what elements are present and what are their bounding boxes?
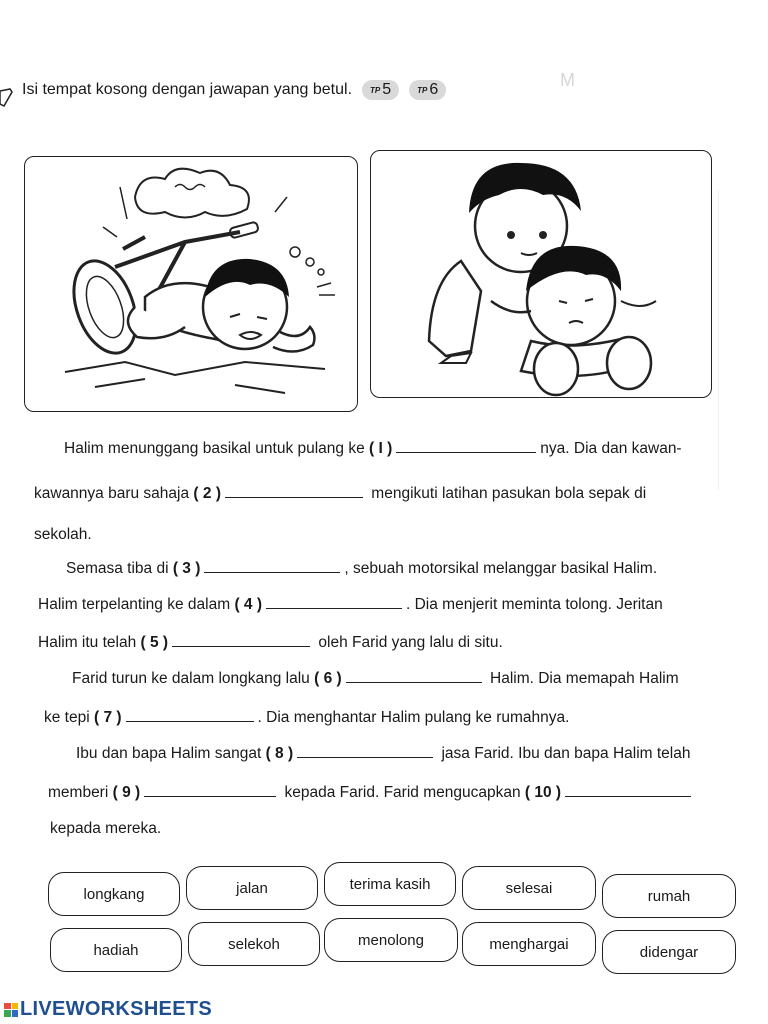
answer-blank-1[interactable] [396, 451, 536, 453]
worksheet-page: Isi tempat kosong dengan jawapan yang betul. TP 5 TP 6 M Halim menunggang basikal untuk pulang ke ( I ) nya. Dia dan kawan- kawannya baru sahaja ( 2 ) mengikuti latihan pasukan bola sepak di sekolah. Semasa tiba di ( 3 ) , sebuah motorsikal melanggar basikal Halim. Halim terpelanting ke dalam ( 4 ) . Dia menjerit meminta tolong. Jeritan Halim itu telah ( 5 ) oleh Farid yang lalu di situ. Farid turun ke dalam longkang lalu ( 6 ) Halim. Dia memapah Halim ke tepi ( 7 ) . Dia menghantar Halim pulang ke rumahnya. Ibu dan bapa Halim sangat ( 8 ) jasa Farid. Ibu dan bapa Halim telah memberi ( 9 ) kepada Farid. Farid mengucapkan ( 10 ) kepada mereka. longkang jalan terima kasih selesai rumah hadiah selekoh menolong menghargai didengar LIVEWORKSHEETS [0, 0, 768, 1024]
passage-line-2: kawannya baru sahaja ( 2 ) mengikuti latihan pasukan bola sepak di [34, 485, 647, 502]
word-choice[interactable]: selekoh [188, 922, 320, 966]
passage-line-1: Halim menunggang basikal untuk pulang ke ( I ) nya. Dia dan kawan- [64, 440, 682, 457]
blank-number-2: ( 2 ) [193, 485, 221, 502]
answer-blank-10[interactable] [565, 795, 691, 797]
instruction-line [22, 80, 446, 100]
blank-number-3: ( 3 ) [172, 560, 201, 577]
answer-blank-9[interactable] [144, 795, 276, 797]
passage-line-3: sekolah. [34, 526, 92, 543]
answer-blank-5[interactable] [172, 645, 310, 647]
word-choice[interactable]: menghargai [462, 922, 596, 966]
passage-line-11: kepada mereka. [50, 820, 162, 837]
blank-number-7: ( 7 ) [93, 709, 122, 726]
passage-line-6: Halim itu telah ( 5 ) oleh Farid yang lalu di situ. [38, 634, 503, 651]
answer-blank-4[interactable] [266, 607, 402, 609]
answer-blank-7[interactable] [126, 720, 254, 722]
word-choice[interactable]: rumah [602, 874, 736, 918]
blank-number-10: ( 10 ) [524, 784, 562, 801]
answer-blank-3[interactable] [204, 571, 340, 573]
instruction-text: Isi tempat kosong dengan jawapan yang betul. [22, 81, 353, 98]
word-choice[interactable]: hadiah [50, 928, 182, 972]
word-choice[interactable]: selesai [462, 866, 596, 910]
passage-line-9: Ibu dan bapa Halim sangat ( 8 ) jasa Farid. Ibu dan bapa Halim telah [76, 745, 691, 762]
answer-blank-8[interactable] [297, 756, 433, 758]
word-choice[interactable]: menolong [324, 918, 458, 962]
passage-line-5: Halim terpelanting ke dalam ( 4 ) . Dia menjerit meminta tolong. Jeritan [38, 596, 663, 613]
passage-line-10: memberi ( 9 ) kepada Farid. Farid mengucapkan ( 10 ) [48, 784, 695, 802]
pencil-icon [0, 88, 14, 108]
blank-number-1: ( I ) [369, 440, 393, 457]
liveworksheets-icon [4, 1003, 18, 1017]
tp-badge-6: TP 6 [409, 80, 446, 100]
blank-number-9: ( 9 ) [112, 784, 141, 801]
answer-blank-6[interactable] [346, 681, 482, 683]
blank-number-8: ( 8 ) [265, 745, 294, 762]
word-choice[interactable]: terima kasih [324, 862, 456, 906]
passage-line-4: Semasa tiba di ( 3 ) , sebuah motorsikal melanggar basikal Halim. [66, 560, 658, 577]
blank-number-6: ( 6 ) [314, 670, 342, 687]
illustration-boy-fallen-bicycle [24, 156, 358, 412]
blank-number-5: ( 5 ) [140, 634, 169, 651]
word-choice[interactable]: didengar [602, 930, 736, 974]
passage-line-7: Farid turun ke dalam longkang lalu ( 6 ) Halim. Dia memapah Halim [72, 670, 679, 687]
tp-badge-5: TP 5 [362, 80, 399, 100]
word-choice[interactable]: longkang [48, 872, 180, 916]
illustration-farid-helping-halim [370, 150, 712, 398]
answer-blank-2[interactable] [225, 496, 363, 498]
passage-line-8: ke tepi ( 7 ) . Dia menghantar Halim pulang ke rumahnya. [44, 709, 570, 726]
blank-number-4: ( 4 ) [234, 596, 262, 613]
liveworksheets-logo: LIVEWORKSHEETS [4, 998, 212, 1021]
word-choice[interactable]: jalan [186, 866, 318, 910]
